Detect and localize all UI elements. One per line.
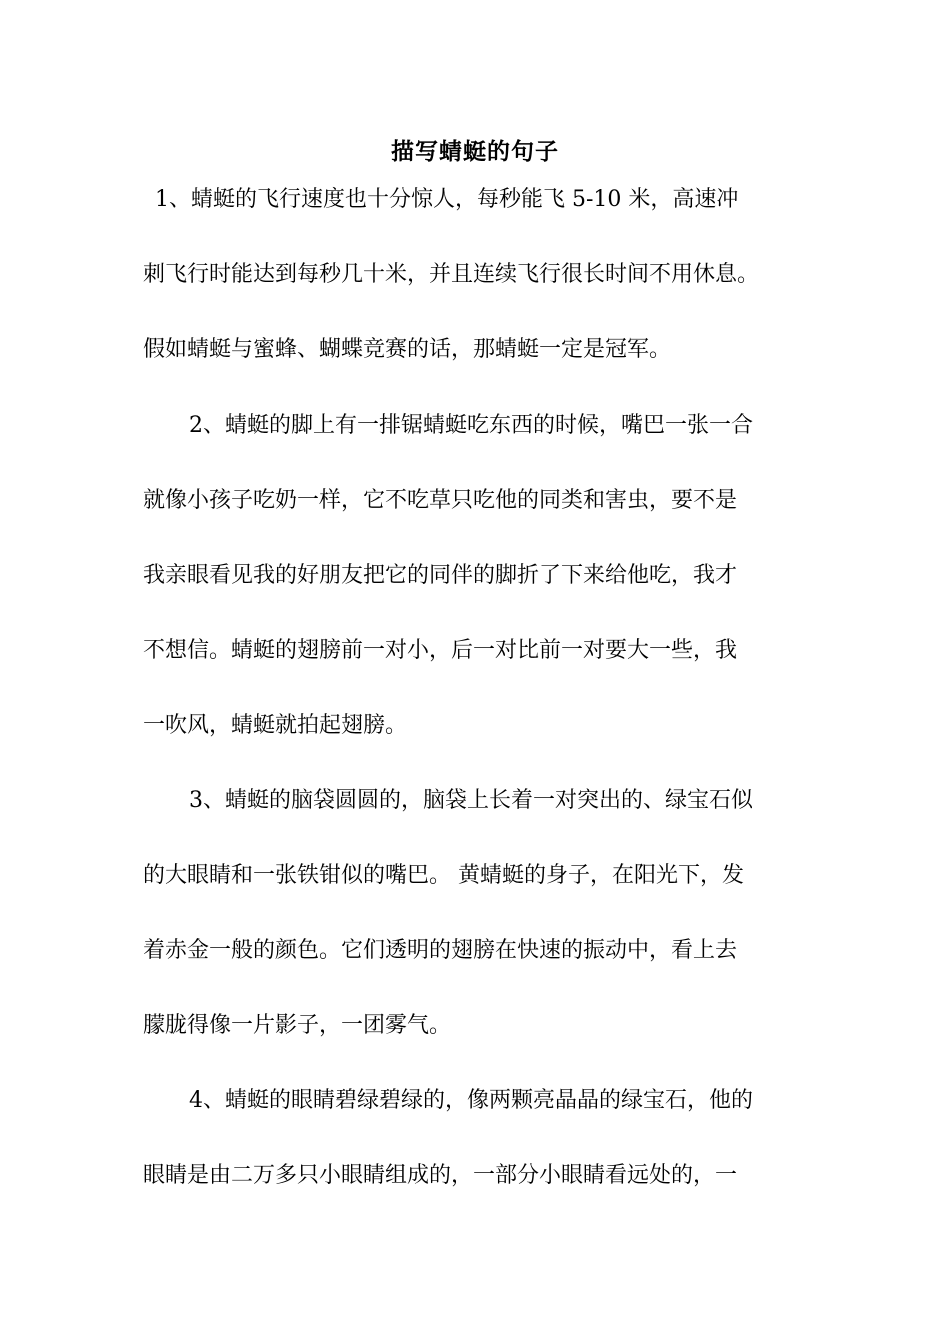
text-line: 眼睛是由二万多只小眼睛组成的，一部分小眼睛看远处的，一 xyxy=(143,1163,738,1188)
text-line: 的大眼睛和一张铁钳似的嘴巴。 黄蜻蜓的身子，在阳光下，发 xyxy=(143,863,744,888)
text-line: 3、蜻蜓的脑袋圆圆的，脑袋上长着一对突出的、绿宝石似 xyxy=(189,788,753,813)
text-line: 就像小孩子吃奶一样，它不吃草只吃他的同类和害虫，要不是 xyxy=(143,488,738,513)
document-title: 描写蜻蜓的句子 xyxy=(391,138,559,165)
text-line: 着赤金一般的颜色。它们透明的翅膀在快速的振动中，看上去 xyxy=(143,938,738,963)
text-line: 我亲眼看见我的好朋友把它的同伴的脚折了下来给他吃，我才 xyxy=(143,563,738,588)
text-line: 假如蜻蜓与蜜蜂、蝴蝶竞赛的话，那蜻蜓一定是冠军。 xyxy=(143,337,672,362)
text-line: 4、蜻蜓的眼睛碧绿碧绿的，像两颗亮晶晶的绿宝石，他的 xyxy=(189,1088,753,1113)
text-line: 一吹风，蜻蜓就拍起翅膀。 xyxy=(143,713,408,738)
text-line: 不想信。蜻蜓的翅膀前一对小，后一对比前一对要大一些，我 xyxy=(143,638,738,663)
text-line: 1、蜻蜓的飞行速度也十分惊人，每秒能飞 5-10 米，高速冲 xyxy=(155,187,739,212)
text-line: 2、蜻蜓的脚上有一排锯蜻蜓吃东西的时候，嘴巴一张一合 xyxy=(189,413,753,438)
text-line: 刺飞行时能达到每秒几十米，并且连续飞行很长时间不用休息。 xyxy=(143,262,760,287)
text-line: 朦胧得像一片影子，一团雾气。 xyxy=(143,1013,452,1038)
